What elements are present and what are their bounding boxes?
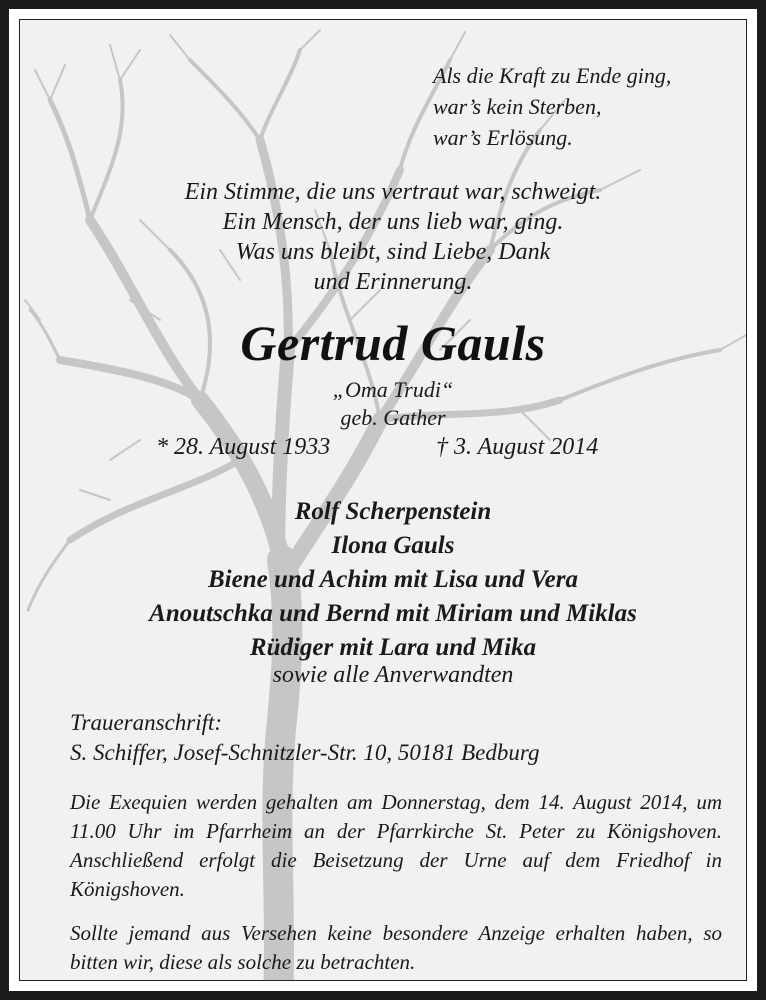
poem-verse bbox=[20, 177, 747, 297]
mourner-entry: Ilona Gauls bbox=[331, 532, 455, 559]
birth-date: * 28. August 1933 bbox=[156, 434, 331, 460]
motto-verse bbox=[433, 60, 747, 153]
address-value: S. Schiffer, Josef-Schnitzler-Str. 10, 50181 Bedburg bbox=[70, 740, 540, 765]
motto-line: Als die Kraft zu Ende ging, bbox=[433, 63, 672, 88]
poem-line: Ein Mensch, der uns lieb war, ging. bbox=[222, 209, 564, 235]
mourning-address bbox=[70, 708, 730, 768]
motto-line: war’s Erlösung. bbox=[433, 125, 573, 150]
relatives-line: sowie alle Anverwandten bbox=[272, 662, 514, 688]
obituary-content bbox=[20, 20, 747, 981]
mourner-entry: Rolf Scherpenstein bbox=[294, 498, 492, 525]
poem-line: Ein Stimme, die uns vertraut war, schweigt. bbox=[184, 179, 602, 205]
deceased-nickname: „Oma Trudi“ bbox=[332, 377, 454, 402]
funeral-notice: Die Exequien werden gehalten am Donnerstag, dem 14. August 2014, um 11.00 Uhr im Pfarrheim an der Pfarrkirche St. Peter zu Königshoven. Anschließend erfolgt die Beisetzung der Urne auf dem Friedhof in Königshoven. bbox=[70, 790, 722, 901]
poem-line: Was uns bleibt, sind Liebe, Dank bbox=[235, 239, 551, 265]
obituary-card bbox=[19, 19, 747, 981]
poem-line: und Erinnerung. bbox=[313, 269, 473, 295]
mourner-entry: Anoutschka und Bernd mit Miriam und Miklas bbox=[149, 600, 637, 627]
motto-line: war’s kein Sterben, bbox=[433, 94, 602, 119]
mourner-entry: Biene und Achim mit Lisa und Vera bbox=[208, 566, 578, 593]
address-label: Traueranschrift: bbox=[70, 710, 223, 735]
life-dates bbox=[20, 434, 747, 464]
mourners-list bbox=[20, 495, 747, 665]
mourner-entry: Rüdiger mit Lara und Mika bbox=[249, 634, 537, 661]
closing-note: Sollte jemand aus Versehen keine besondere Anzeige erhalten haben, so bitten wir, diese als solche zu betrachten. bbox=[70, 921, 722, 974]
birth-name: geb. Gather bbox=[340, 405, 446, 430]
deceased-name: Gertrud Gauls bbox=[240, 315, 546, 371]
death-date: † 3. August 2014 bbox=[436, 434, 599, 460]
